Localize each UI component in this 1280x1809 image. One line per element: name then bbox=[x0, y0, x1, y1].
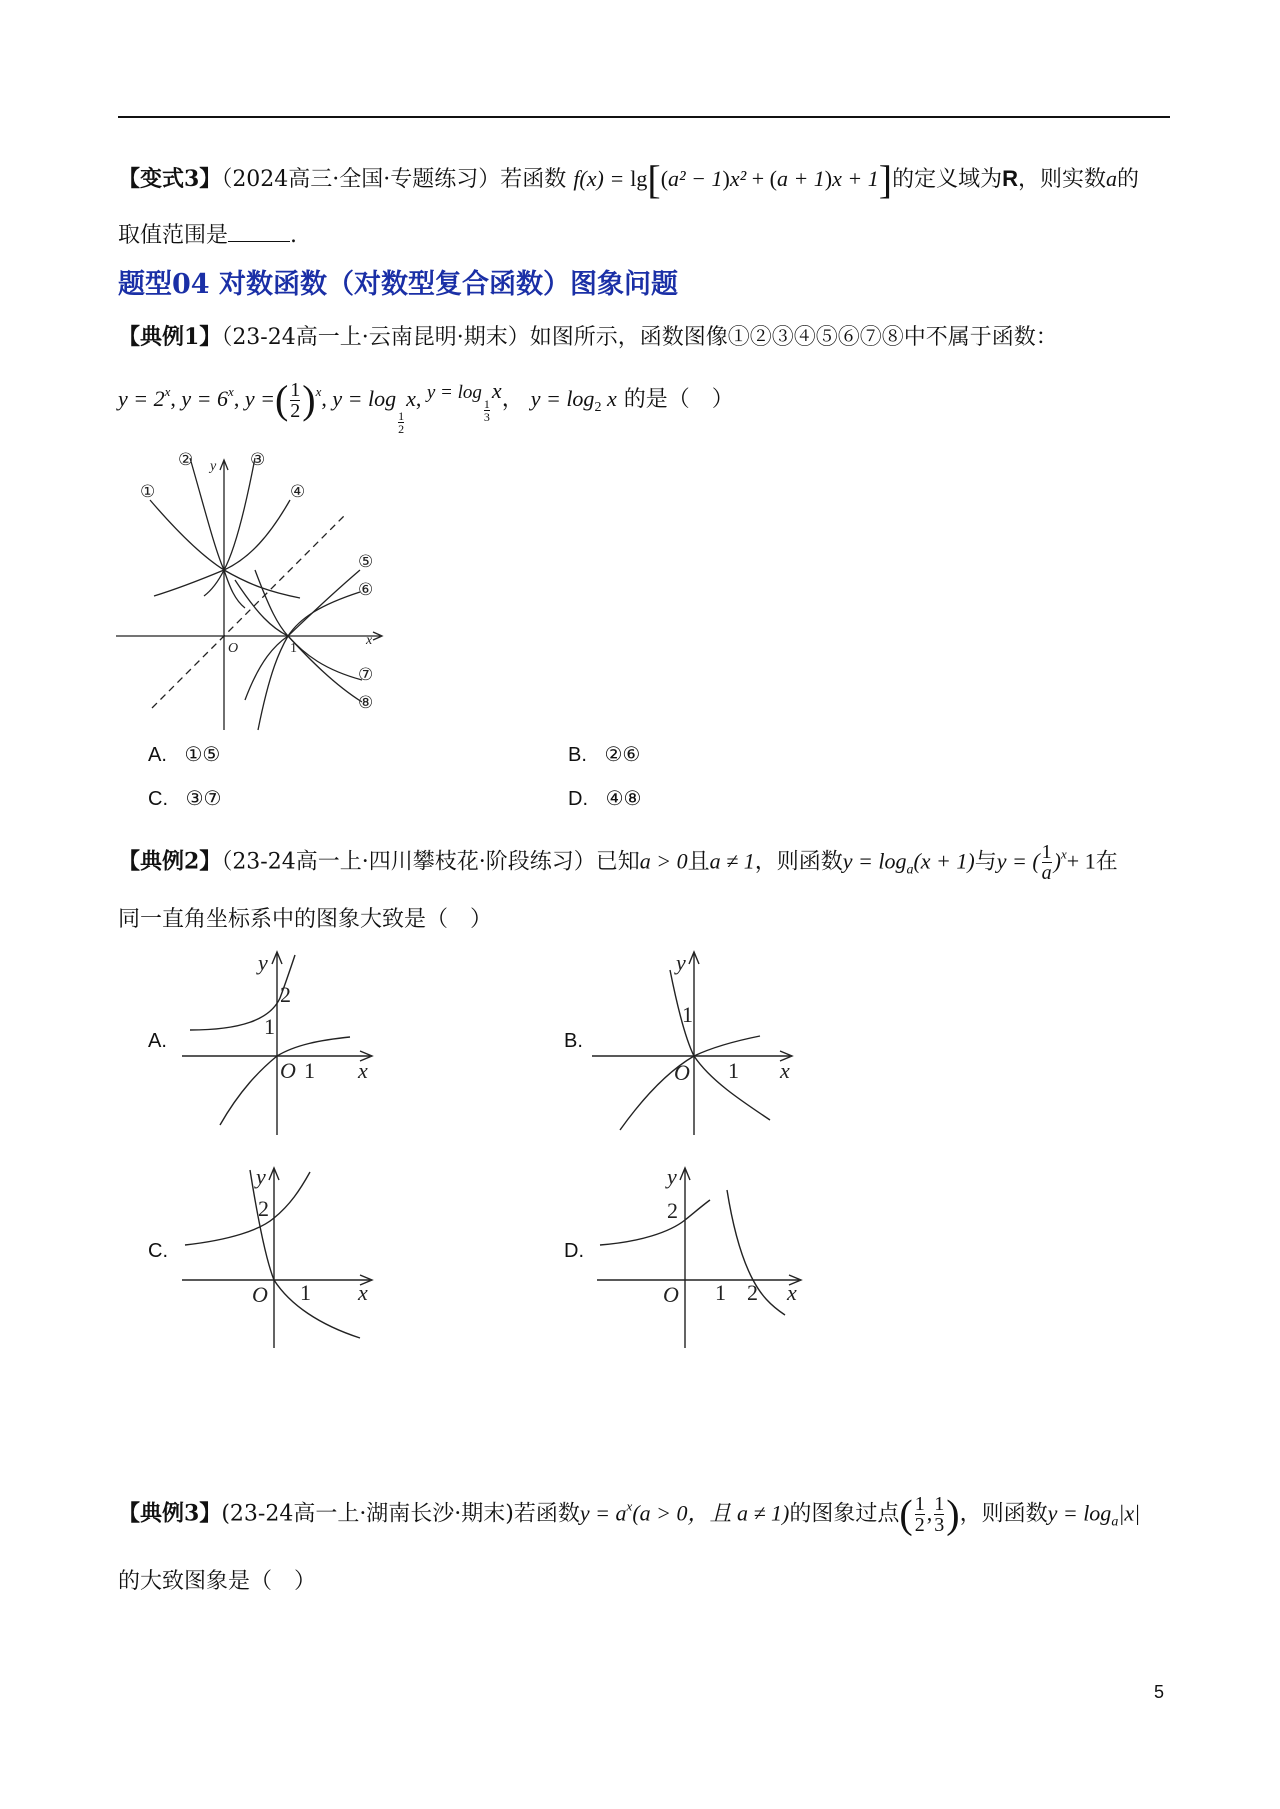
point-x-fraction bbox=[915, 1494, 925, 1535]
axis-y-label: y bbox=[676, 950, 686, 975]
frac-num: 1 bbox=[934, 1493, 945, 1515]
fraction-1-over-a bbox=[1042, 842, 1052, 883]
func-log-half: y = log bbox=[332, 386, 397, 411]
yu-word: 与 bbox=[974, 849, 997, 875]
log-base-third bbox=[484, 398, 490, 423]
tick-x-1: 1 bbox=[728, 1058, 739, 1083]
graph-label-6: ⑥ bbox=[358, 580, 374, 599]
graph-label-3: ③ bbox=[250, 450, 266, 469]
log-curve bbox=[620, 1036, 760, 1130]
condition: (a > 0，且 a ≠ 1) bbox=[632, 1500, 790, 1526]
example3-text-end: ，则函数 bbox=[959, 1501, 1048, 1527]
example2-graph-b bbox=[590, 950, 810, 1140]
example2-graph-a bbox=[180, 950, 390, 1140]
arg-x: x bbox=[491, 378, 502, 403]
frac-num: 1 bbox=[1041, 841, 1052, 863]
point-y-fraction bbox=[934, 1494, 944, 1535]
option-letter: A. bbox=[148, 744, 167, 766]
example3-tag: 【典例3】 bbox=[118, 1500, 222, 1527]
origin-label: O bbox=[280, 1058, 296, 1083]
tick-1-label: 1 bbox=[290, 641, 297, 656]
axis-x-label: x bbox=[358, 1280, 368, 1305]
example1-tail: 的是（ ） bbox=[623, 387, 734, 412]
option-letter: D. bbox=[568, 788, 588, 810]
exp-curve bbox=[670, 970, 770, 1120]
option-text: ③⑦ bbox=[185, 786, 222, 810]
log-base-a: a bbox=[1111, 1514, 1119, 1530]
example2-option-d[interactable]: D. bbox=[564, 1240, 584, 1262]
func-half-x: y = bbox=[244, 386, 275, 411]
var-a: a bbox=[1106, 166, 1117, 191]
exp-x: x bbox=[164, 384, 171, 399]
tick-x-2: 2 bbox=[747, 1280, 758, 1305]
base-den: 2 bbox=[398, 422, 405, 436]
tick-y-1: 1 bbox=[682, 1002, 693, 1027]
base-num: 1 bbox=[398, 409, 405, 423]
exp-x: x bbox=[315, 384, 322, 399]
option-text: ②⑥ bbox=[604, 742, 641, 766]
variant3-tag: 【变式3】 bbox=[118, 166, 222, 192]
option-letter: B. bbox=[568, 744, 587, 766]
example2-source: （23-24高一上·四川攀枝花·阶段练习） bbox=[221, 849, 596, 875]
term-a-plus-1: a + 1 bbox=[776, 166, 825, 191]
option-text: ①⑤ bbox=[184, 742, 221, 766]
func-6x: y = 6 bbox=[181, 386, 229, 411]
frac-num: 1 bbox=[914, 1493, 925, 1515]
frac-den: 3 bbox=[934, 1514, 945, 1536]
graph-label-7: ⑦ bbox=[358, 665, 374, 684]
axis-y-label: y bbox=[210, 459, 217, 474]
origin-label: O bbox=[663, 1282, 679, 1307]
dashed-line-y-eq-x bbox=[152, 514, 346, 708]
option-text: ④⑧ bbox=[605, 786, 642, 810]
variant3-end: ，则实数 bbox=[1017, 167, 1106, 192]
example1-option-a[interactable] bbox=[148, 742, 220, 767]
base-den: 3 bbox=[483, 410, 490, 424]
term-x2: x² bbox=[729, 166, 747, 191]
tick-y-2: 2 bbox=[667, 1198, 678, 1223]
example2-tag: 【典例2】 bbox=[118, 848, 222, 875]
example1-option-b[interactable] bbox=[568, 742, 640, 767]
header-rule bbox=[118, 116, 1170, 118]
curve-1 bbox=[150, 500, 300, 598]
option-letter: C. bbox=[148, 788, 168, 810]
exp-x: x bbox=[1061, 846, 1067, 862]
example2-text-pre: 已知 bbox=[595, 849, 640, 875]
example1-graph bbox=[110, 440, 400, 740]
lg-symbol: lg bbox=[630, 166, 648, 191]
example1-line1 bbox=[118, 320, 1058, 351]
frac-den: 2 bbox=[914, 1514, 925, 1536]
example2-option-a[interactable]: A. bbox=[148, 1030, 167, 1052]
example2-text-mid: ，则函数 bbox=[754, 849, 843, 875]
example3-text-pre: 若函数 bbox=[513, 1501, 580, 1527]
example1-tag: 【典例1】 bbox=[118, 324, 222, 350]
axis-y-label: y bbox=[667, 1164, 677, 1189]
and-word: 且 bbox=[687, 849, 710, 875]
example2-graph-d bbox=[595, 1160, 815, 1350]
tick-y-1: 1 bbox=[264, 1014, 275, 1039]
example3-line2: 的大致图象是（ ） bbox=[118, 1569, 317, 1594]
frac-num: 1 bbox=[290, 378, 301, 401]
term-a2-minus-1: a² − 1 bbox=[668, 166, 723, 191]
example2-line1 bbox=[118, 842, 1118, 883]
example2-option-b[interactable]: B. bbox=[564, 1030, 583, 1052]
func-2x: y = 2 bbox=[118, 386, 165, 411]
axis-y-label: y bbox=[256, 1164, 266, 1189]
exp-x: x bbox=[228, 384, 234, 399]
curve-2 bbox=[190, 458, 245, 608]
eq-sign: = bbox=[610, 166, 624, 191]
axis-x-label: x bbox=[366, 633, 373, 648]
func-log-third: y = log bbox=[426, 382, 482, 403]
cond-a-ne-1: a ≠ 1 bbox=[709, 848, 755, 874]
exp-curve bbox=[600, 1200, 710, 1245]
example3-text-mid: 的图象过点 bbox=[789, 1501, 900, 1527]
origin-label: O bbox=[228, 641, 239, 656]
example3-source: (23-24高一上·湖南长沙·期末) bbox=[221, 1501, 514, 1527]
variant3-source: （2024高三·全国·专题练习） bbox=[221, 167, 501, 192]
func-log-a: y = log bbox=[842, 848, 907, 874]
origin-label: O bbox=[252, 1282, 268, 1307]
example2-option-c[interactable]: C. bbox=[148, 1240, 168, 1262]
real-set-R: R bbox=[1002, 166, 1018, 191]
func-exp-pre: y = ( bbox=[996, 848, 1040, 874]
curve-4 bbox=[154, 500, 290, 596]
tick-x-1: 1 bbox=[715, 1280, 726, 1305]
axis-x-label: x bbox=[787, 1280, 797, 1305]
example2-graph-c bbox=[180, 1160, 390, 1350]
variant3-func-lhs: f(x) bbox=[573, 166, 604, 191]
tick-y-2: 2 bbox=[280, 982, 291, 1007]
variant3-period: . bbox=[290, 223, 298, 248]
log-arg: (x + 1) bbox=[913, 848, 975, 874]
exp-x: x bbox=[626, 1498, 633, 1514]
graph-label-8: ⑧ bbox=[358, 693, 374, 712]
func-exp-post: ) bbox=[1053, 848, 1061, 874]
fraction-half bbox=[290, 380, 300, 421]
func-a-x: y = a bbox=[579, 1500, 627, 1526]
bracket-close: ] bbox=[878, 157, 893, 202]
example2-line2: 同一直角坐标系中的图象大致是（ ） bbox=[118, 907, 493, 932]
variant3-de: 的 bbox=[1117, 167, 1140, 192]
cond-a-gt-0: a > 0 bbox=[639, 848, 688, 874]
variant3-line2-text: 取值范围是 bbox=[118, 223, 229, 248]
example1-source: （23-24高一上·云南昆明·期末） bbox=[221, 325, 530, 350]
log-base-a: a bbox=[906, 862, 914, 878]
graph-label-5: ⑤ bbox=[358, 552, 374, 571]
exp-curve bbox=[185, 1172, 310, 1245]
base-num: 1 bbox=[483, 397, 490, 411]
axis-y-label: y bbox=[258, 950, 268, 975]
tick-y-2: 2 bbox=[258, 1196, 269, 1221]
frac-den: 2 bbox=[290, 399, 301, 422]
example1-option-d[interactable] bbox=[568, 786, 641, 811]
frac-den: a bbox=[1041, 862, 1052, 884]
example1-option-c[interactable] bbox=[148, 786, 221, 811]
term-x-plus-1: x + 1 bbox=[832, 166, 879, 191]
origin-label: O bbox=[674, 1060, 690, 1085]
answer-blank bbox=[228, 223, 290, 242]
variant3-line1: 【变式3】（2024高三·全国·专题练习）若函数 f(x) = lg[(a² − 1)x² + (a + 1)x + 1]的定义域为R，则实数a的 bbox=[118, 157, 1140, 202]
axis-x-label: x bbox=[780, 1058, 790, 1083]
log-base-half bbox=[398, 410, 404, 435]
graph-label-2: ② bbox=[178, 450, 194, 469]
tick-x-1: 1 bbox=[300, 1280, 311, 1305]
log-base-2: 2 bbox=[594, 400, 602, 415]
axis-x-label: x bbox=[358, 1058, 368, 1083]
zai-word: 在 bbox=[1095, 849, 1118, 875]
example1-functions: $y = 2^x$, $y = 6^x$, y =( $\frac{1}{2}$ )$^x$, y = log $\frac{1}{2}$ x, y = log $\frac{1}{3}$ x， $y = \log_2 x$ 的是（ ） bbox=[118, 377, 734, 436]
graph-label-4: ④ bbox=[290, 482, 306, 501]
graph-label-1: ① bbox=[140, 482, 156, 501]
bracket-open: [ bbox=[647, 157, 661, 202]
abs-x: |x| bbox=[1118, 1500, 1141, 1526]
example3-line1: 【典例3】(23-24高一上·湖南长沙·期末)若函数$y = a^x(a > 0$，且 a ≠ 1)的图象过点( $\frac{1}{2}$ , $\frac{1}{3}$ )，则函数$y = \log_a|x|$ bbox=[118, 1491, 1141, 1537]
example1-text: 如图所示，函数图像①②③④⑤⑥⑦⑧中不属于函数： bbox=[529, 325, 1058, 350]
arg-x: x bbox=[606, 386, 617, 411]
page-number: 5 bbox=[1154, 1682, 1165, 1702]
arg-x: x bbox=[406, 386, 416, 411]
plus-one: + 1 bbox=[1066, 848, 1096, 874]
variant3-mid: 的定义域为 bbox=[892, 167, 1003, 192]
variant3-line2 bbox=[118, 218, 297, 249]
func-log2: y = log bbox=[530, 386, 595, 411]
section-heading: 题型04 对数函数（对数型复合函数）图象问题 bbox=[118, 269, 678, 300]
tick-x-1: 1 bbox=[304, 1058, 315, 1083]
variant3-text: 若函数 bbox=[500, 167, 567, 192]
func-log-a: y = log bbox=[1047, 1500, 1112, 1526]
